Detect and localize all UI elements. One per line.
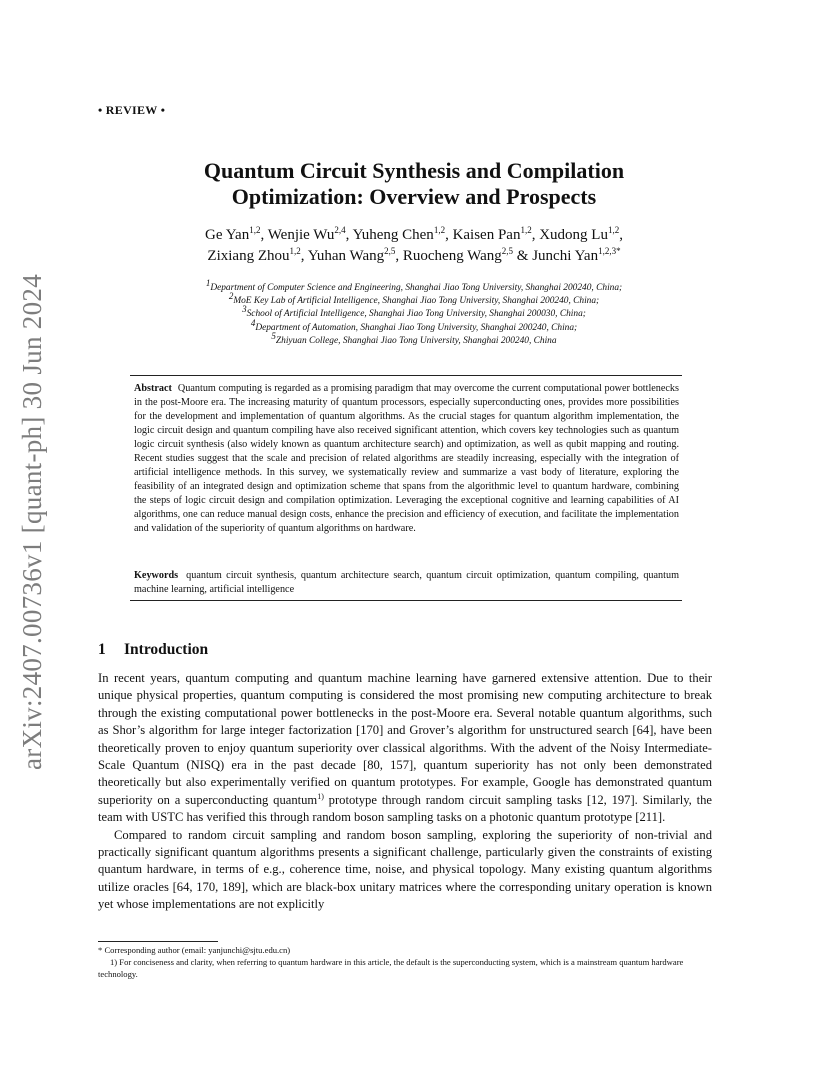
author-affil-mark: 1,2 xyxy=(249,225,261,235)
paragraph: Compared to random circuit sampling and random boson sampling, exploring the superiority of non-trivial and practically significant quantum algorithms presents a significant challenge, particularly given the constraints of existing quantum hardware, in terms of e.g., coherence time, noise, and physical topology. Many existing quantum algorithms utilize oracles [64, 170, 189], which are black-box unitary matrices where the corresponding unitary operation is known yet whose implementations are not explicitly xyxy=(98,827,712,912)
affiliation xyxy=(100,317,728,335)
abstract-text: Quantum computing is regarded as a promising paradigm that may overcome the current computational power bottlenecks in the post-Moore era. The increasing maturity of quantum processors, especially superconducting ones, provides more possibilities for the development and implementation of quantum algorithms. As the crucial stages for quantum algorithm implementation, the logic circuit design and quantum compiling have also received significant attention, which covers key technologies such as quantum logic circuit synthesis (also widely known as quantum architecture search) and optimization, as well as qubit mapping and routing. Recent studies suggest that the scale and precision of related algorithms are steadily increasing, especially with the integration of artificial intelligence methods. In this survey, we systematically review and summarize a vast body of literature, exploring the feasibility of an integrated design and optimization scheme that spans from the algorithmic level to quantum hardware, combining the steps of logic circuit design and compilation optimization. Leveraging the exceptional cognitive and learning capabilities of AI algorithms, one can reduce manual design costs, enhance the precision and efficiency of execution, and facilitate the implementation and validation of the superiority of quantum algorithms on hardware. xyxy=(134,383,679,534)
section-heading xyxy=(98,641,208,659)
author-affil-mark: 2,5 xyxy=(501,246,514,256)
author-name: Junchi Yan xyxy=(532,248,599,264)
title-line: Optimization: Overview and Prospects xyxy=(231,184,597,209)
article-type-tag: • REVIEW • xyxy=(98,103,166,117)
affiliation xyxy=(100,291,728,308)
keywords-text: quantum circuit synthesis, quantum architecture search, quantum circuit optimization, quantum compiling, quantum machine learning, artificial intelligence xyxy=(134,570,679,595)
author-name: Wenjie Wu xyxy=(267,227,335,243)
affiliation-text: School of Artificial Intelligence, Shanghai Jiao Tong University, Shanghai 200030, China; xyxy=(246,309,586,320)
affiliation-mark: 4 xyxy=(250,317,256,328)
author-name: Yuheng Chen xyxy=(352,227,434,243)
author-name: Xudong Lu xyxy=(539,227,608,243)
footnote-mark: 1) xyxy=(317,791,324,801)
body-text xyxy=(98,670,712,914)
abstract-label: Abstract xyxy=(134,383,172,394)
abstract-bottom-rule xyxy=(130,600,682,601)
author-name: Yuhan Wang xyxy=(307,248,385,264)
author-affil-mark: 1,2 xyxy=(520,225,532,235)
author-line: Ge Yan$^{1,2}$, Wenjie Wu$^{2,4}$, Yuheng Chen$^{1,2}$, Kaisen Pan$^{1,2}$, Xudong Lu$^{1,2}$, xyxy=(205,225,623,243)
author-line: Zixiang Zhou$^{1,2}$, Yuhan Wang$^{2,5}$, Ruocheng Wang$^{2,5}$ & Junchi Yan$^{1,2,3*}$ xyxy=(207,246,621,264)
affiliation-text: Zhiyuan College, Shanghai Jiao Tong University, Shanghai 200240, China xyxy=(275,335,557,346)
affiliation-mark: 1 xyxy=(205,277,211,288)
affiliation-mark: 3 xyxy=(242,304,247,315)
author-affil-mark: 1,2 xyxy=(607,225,620,235)
affiliation xyxy=(100,304,728,321)
author-affil-mark: 2,5 xyxy=(384,246,396,256)
author-affil-mark: 1,2,3* xyxy=(598,246,621,256)
footnote-rule xyxy=(98,941,218,942)
arxiv-identifier-stamp: arXiv:2407.00736v1 [quant-ph] 30 Jun 2024 xyxy=(17,274,47,770)
paper-title xyxy=(120,158,708,210)
paragraph-text: In recent years, quantum computing and quantum machine learning have garnered extensive attention. Due to their unique physical properties, quantum computing is considered the most promising new computing architecture to break through the existing computational power bottlenecks in the post-Moore era. Several notable quantum algorithms, such as Shor’s algorithm for large integer factorization [170] and Grover’s algorithm for unstructured search [64], have been theoretically proven to enjoy quantum superiority over classical algorithms. With the advent of the Noisy Intermediate-Scale Quantum (NISQ) era in the past decade [80, 157], quantum superiority has not only been demonstrated theoretically but also experimentally verified on quantum prototypes. For example, Google has demonstrated quantum superiority on a superconducting quantum xyxy=(98,671,712,807)
author-name: Zixiang Zhou xyxy=(207,248,290,264)
affiliation-mark: 2 xyxy=(228,291,234,302)
affiliation-text: Department of Automation, Shanghai Jiao Tong University, Shanghai 200240, China; xyxy=(255,322,578,333)
section-title: Introduction xyxy=(124,641,209,658)
author-affil-mark: 1,2 xyxy=(289,246,301,256)
keywords-label: Keywords xyxy=(134,570,179,581)
author-list xyxy=(100,225,728,267)
footnote-1: 1) For conciseness and clarity, when referring to quantum hardware in this article, the default is the superconducting system, which is a mainstream quantum hardware technology. xyxy=(98,957,684,979)
paragraph xyxy=(98,670,712,827)
author-name: Ge Yan xyxy=(205,227,250,243)
paragraph-text: prototype through random circuit sampling tasks [12, 197]. Similarly, the team with USTC has verified this through random boson sampling tasks on a photonic quantum prototype [211]. xyxy=(98,792,712,825)
affiliation-text: MoE Key Lab of Artificial Intelligence, Shanghai Jiao Tong University, Shanghai 200240, China; xyxy=(233,296,600,307)
keywords-block xyxy=(134,569,679,597)
title-line: Quantum Circuit Synthesis and Compilation xyxy=(203,158,625,183)
affiliation-mark: 5 xyxy=(271,330,276,341)
affiliation xyxy=(100,277,728,295)
affiliation-text: Department of Computer Science and Engineering, Shanghai Jiao Tong University, Shanghai 200240, China; xyxy=(210,283,623,293)
affiliation-list xyxy=(100,277,728,348)
affiliation xyxy=(100,330,728,348)
abstract-block xyxy=(134,382,679,536)
author-name: Ruocheng Wang xyxy=(402,248,502,264)
abstract-top-rule xyxy=(130,375,682,376)
section-number: 1 xyxy=(98,641,106,658)
author-affil-mark: 2,4 xyxy=(334,225,346,235)
footnotes xyxy=(98,944,718,980)
author-affil-mark: 1,2 xyxy=(433,225,446,235)
author-name: Kaisen Pan xyxy=(452,227,521,243)
corresponding-author-note: * Corresponding author (email: yanjunchi@sjtu.edu.cn) xyxy=(98,945,291,955)
